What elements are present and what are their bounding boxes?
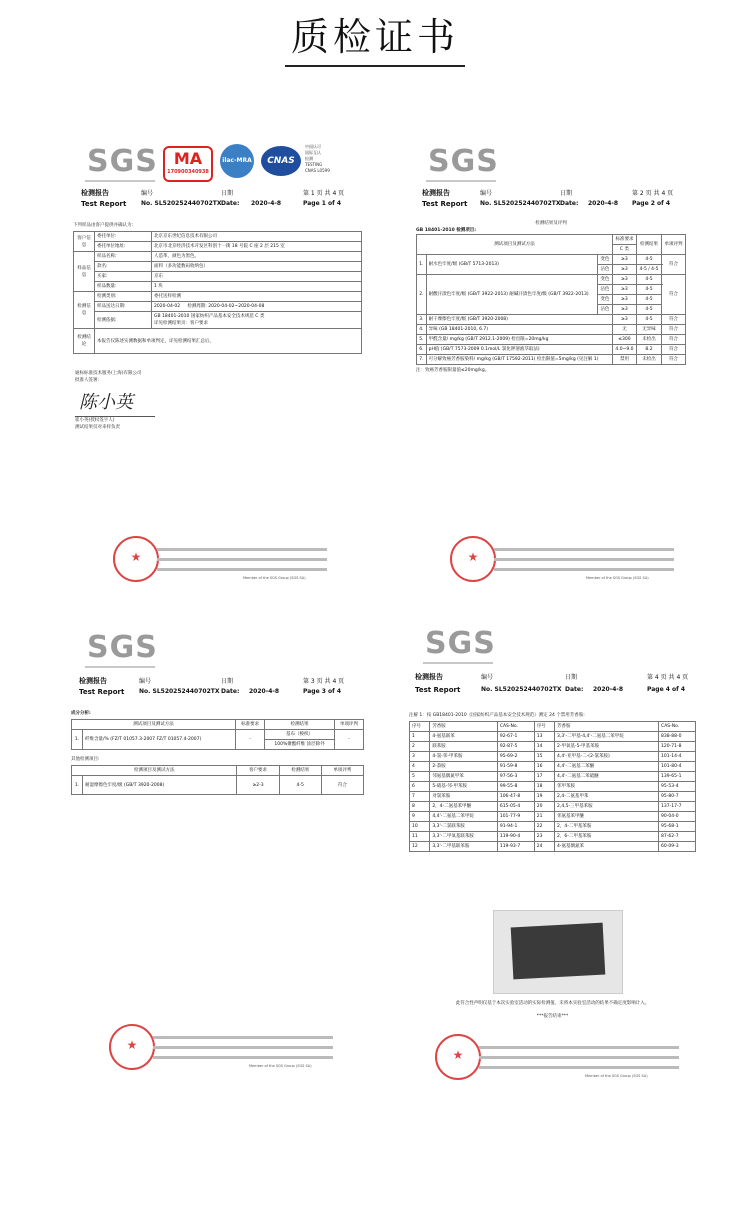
section-test: 检测信息 — [74, 292, 95, 329]
stamp-icon: ★ — [450, 536, 496, 582]
date-cn: 日期 — [560, 190, 573, 197]
fabric-sample — [511, 923, 606, 980]
header-amine: 芳香胺 — [555, 722, 659, 732]
amines-note-title: 注解 1：按 GB18401-2010《国家纺织产品基本安全技术规范》测定 24 个禁用芳香胺: — [409, 713, 585, 718]
row-cas: 95-68-1 — [659, 822, 696, 832]
row-sub: 沾色 — [598, 305, 613, 315]
footer-member: Member of the SGS Group (SGS SA) — [243, 576, 306, 580]
page-number-en: Page 2 of 4 — [632, 200, 670, 207]
period-label: 检测周期: — [187, 304, 207, 309]
stamp-icon: ★ — [109, 1024, 155, 1070]
row-amine: 4,4'-二氨基二苯硫醚 — [555, 772, 659, 782]
page-number-en: Page 4 of 4 — [647, 686, 685, 693]
report-title-cn: 检测报告 — [79, 677, 107, 685]
client-label: 委托单位: — [95, 232, 152, 242]
date-value: 2020-4-8 — [249, 688, 280, 695]
row-no: 15 — [534, 752, 554, 762]
stamp-icon: ★ — [113, 536, 159, 582]
report-no-cn: 编号 — [480, 190, 493, 197]
row-sub: 沾色 — [598, 285, 613, 295]
title-container — [0, 6, 750, 67]
row-res-head: 基布（梭织） — [265, 730, 335, 740]
row-amine: 对氯苯胺 — [430, 792, 498, 802]
row-no: 2. — [417, 275, 427, 315]
date-value: 2020-4-8 — [593, 686, 624, 693]
header-result: 检测结果 — [265, 720, 335, 730]
header-item: 检测项目及测试方法 — [72, 766, 237, 776]
report-page-1 — [65, 140, 370, 600]
company-name: 通标标准技术服务(上海)有限公司 — [75, 371, 142, 376]
row-res: 100%聚酯纤维 涂层除外 — [265, 740, 335, 750]
qty-label: 样品数量: — [95, 282, 152, 292]
row-amine: 邻氨基苯甲醚 — [555, 812, 659, 822]
row-amine: 3,3'-二甲氧基联苯胺 — [430, 832, 498, 842]
date-en: Date: — [221, 688, 240, 695]
row-cas: 120-71-8 — [659, 742, 696, 752]
report-title-cn: 检测报告 — [422, 189, 450, 197]
test-type-value: 委托送样检测 — [152, 292, 362, 302]
ilac-logo: ilac-MRA — [220, 144, 254, 178]
row-no: 4. — [417, 325, 427, 335]
row-no: 21 — [534, 812, 554, 822]
approver-label: 批准人签署: — [75, 378, 100, 383]
row-no: 8 — [410, 802, 430, 812]
row-cas: 101-80-4 — [659, 762, 696, 772]
header-cas: CAS-No. — [659, 722, 696, 732]
row-res: 8.2 — [636, 345, 661, 355]
page-number-cn: 第 2 页 共 4 页 — [632, 190, 674, 197]
row-req: 无 — [612, 325, 636, 335]
footer — [109, 1024, 359, 1070]
row-amine: 联苯胺 — [430, 742, 498, 752]
amine-row — [410, 842, 696, 852]
sgs-underline — [85, 180, 155, 182]
row-no: 24 — [534, 842, 554, 852]
row-no: 5 — [410, 772, 430, 782]
row-no: 6 — [410, 782, 430, 792]
row-no: 1. — [417, 255, 427, 275]
row-sub: 变色 — [598, 255, 613, 265]
results-note: 注：致癌芳香胺限量值≤20mg/kg。 — [416, 368, 490, 373]
basis-value: GB 18401-2010 国家纺织产品基本安全技术规范 C 类 — [154, 314, 265, 319]
amine-row — [410, 742, 696, 752]
report-title-cn: 检测报告 — [81, 189, 109, 197]
sgs-logo: SGS — [425, 626, 496, 661]
date-cn: 日期 — [221, 678, 234, 685]
row-req: ≥3 — [612, 265, 636, 275]
row-item: 耐水色牢度/级 (GB/T 5713-2013) — [426, 255, 598, 275]
row-sub: 变色 — [598, 275, 613, 285]
report-title-en: Test Report — [415, 686, 461, 694]
row-cas: 101-14-4 — [659, 752, 696, 762]
signer-role: 测试结果仅对来样负责 — [75, 425, 120, 430]
row-amine: 4,4'-亚甲基-二-(2-氯苯胺) — [555, 752, 659, 762]
row-cas: 139-65-1 — [659, 772, 696, 782]
report-page-2 — [410, 140, 692, 600]
row-amine: 3,3'-二甲基联苯胺 — [430, 842, 498, 852]
row-amine: 邻甲苯胺 — [555, 782, 659, 792]
sgs-underline — [426, 180, 496, 182]
footer-line-2 — [479, 1056, 679, 1059]
row-no: 23 — [534, 832, 554, 842]
sgs-logo: SGS — [87, 630, 158, 665]
sample-name-label: 样品名称: — [95, 252, 152, 262]
report-no-cn: 编号 — [139, 678, 152, 685]
row-no: 4 — [410, 762, 430, 772]
date-cn: 日期 — [221, 190, 234, 197]
sgs-underline — [423, 662, 493, 664]
cnas-logo: CNAS — [261, 146, 301, 176]
footer-member: Member of the SGS Group (SGS SA) — [586, 576, 649, 580]
footer-line — [479, 1046, 679, 1049]
ma-logo: MA 170900340938 — [163, 146, 213, 182]
footer-line-3 — [494, 568, 674, 571]
amine-row — [410, 832, 696, 842]
intro-text: 下列样品由客户提供并确认为: — [73, 223, 134, 228]
row-amine: 2,4,5-三甲基苯胺 — [555, 802, 659, 812]
row-cas: 60-09-3 — [659, 842, 696, 852]
row-cas: 97-56-3 — [497, 772, 534, 782]
row-req: ≥2-3 — [237, 776, 279, 795]
header-no: 序号 — [410, 722, 430, 732]
row-no: 10 — [410, 822, 430, 832]
row-amine: 3,3'-二氯联苯胺 — [430, 822, 498, 832]
footer-line-3 — [479, 1066, 679, 1069]
report-no-cn: 编号 — [481, 674, 494, 681]
row-req: ≥3 — [612, 305, 636, 315]
row-no: 2 — [410, 742, 430, 752]
row-no: 7 — [410, 792, 430, 802]
date-en: Date: — [565, 686, 584, 693]
row-cas: 95-69-2 — [497, 752, 534, 762]
row-judge: 符合 — [662, 335, 686, 345]
header-no: 序号 — [534, 722, 554, 732]
sample-name-value: 人造革，颜色为黑色。 — [152, 252, 362, 262]
header-item: 测试项目及测试方法 — [72, 720, 236, 730]
sample-desc-value: 面料（多功能数码收纳包） — [152, 262, 362, 272]
row-no: 18 — [534, 782, 554, 792]
sample-desc-label: 款名: — [95, 262, 152, 272]
date-value: 2020-4-8 — [251, 200, 282, 207]
row-cas: 615-05-4 — [497, 802, 534, 812]
amine-row — [410, 812, 696, 822]
row-res: 未检出 — [636, 355, 661, 365]
basis-value-2: 详见检测结果页：客户要求 — [154, 321, 208, 326]
row-judge: 符合 — [662, 345, 686, 355]
row-amine: 2，4-二氨基苯甲醚 — [430, 802, 498, 812]
test-type-label: 检测类别: — [95, 292, 152, 302]
buyer-value: 京东 — [152, 272, 362, 282]
header-judge: 单项评判 — [662, 235, 686, 255]
report-title-en: Test Report — [81, 200, 127, 208]
report-no-en: No. SL520252440702TX — [480, 200, 561, 207]
row-cas: 91-94-1 — [497, 822, 534, 832]
sgs-logo: SGS — [428, 144, 499, 179]
row-res: 4-5 — [636, 305, 661, 315]
footer-line — [157, 548, 327, 551]
row-no: 14 — [534, 742, 554, 752]
footer-line — [494, 548, 674, 551]
row-req: ≥3 — [612, 275, 636, 285]
row-item: 异味 (GB 18401-2010, 6.7) — [426, 325, 612, 335]
row-amine: 4-氨基偶氮苯 — [555, 842, 659, 852]
row-judge: 符合 — [321, 776, 363, 795]
report-no-cn: 编号 — [141, 190, 154, 197]
footer — [435, 1034, 695, 1080]
row-res: 4-5 — [636, 255, 661, 265]
amine-row — [410, 752, 696, 762]
row-no: 3. — [417, 315, 427, 325]
amine-row — [410, 792, 696, 802]
row-req: ≥3 — [612, 295, 636, 305]
basis-cell — [152, 312, 362, 329]
row-no: 6. — [417, 345, 427, 355]
row-no: 1 — [410, 732, 430, 742]
page-number-en: Page 3 of 4 — [303, 688, 341, 695]
period-value: 2020-04-02~2020-04-08 — [208, 304, 265, 309]
report-no-en: No. SL520252440702TX — [481, 686, 562, 693]
page-number-en: Page 1 of 4 — [303, 200, 341, 207]
row-no: 5. — [417, 335, 427, 345]
row-cas: 95-53-4 — [659, 782, 696, 792]
row-res: 4-5 — [636, 275, 661, 285]
row-req: ≥3 — [612, 285, 636, 295]
report-end: ***报告结束*** — [536, 1014, 569, 1019]
row-amine: 2,4-二氨基甲苯 — [555, 792, 659, 802]
row-cas: 95-80-7 — [659, 792, 696, 802]
report-title-en: Test Report — [79, 688, 125, 696]
row-res: 4-5 — [636, 315, 661, 325]
row-no: 16 — [534, 762, 554, 772]
recv-label: 样品送达日期: — [95, 302, 152, 312]
row-no: 22 — [534, 822, 554, 832]
row-no: 12 — [410, 842, 430, 852]
results-table — [416, 234, 686, 365]
client-addr-label: 委托单位地址: — [95, 242, 152, 252]
amines-table — [409, 721, 696, 852]
stamp-icon: ★ — [435, 1034, 481, 1080]
date-en: Date: — [560, 200, 579, 207]
qty-value: 1 块 — [152, 282, 362, 292]
header-amine: 芳香胺 — [430, 722, 498, 732]
row-sub: 沾色 — [598, 265, 613, 275]
row-req: 4.0~9.0 — [612, 345, 636, 355]
client-value: 北京京东世纪信息技术有限公司 — [152, 232, 362, 242]
row-amine: 4,4'-二氨基二苯甲烷 — [430, 812, 498, 822]
row-cas: 92-67-1 — [497, 732, 534, 742]
section-client: 客户信息 — [74, 232, 95, 252]
section-composition: 成分分析: — [71, 711, 91, 716]
report-page-4 — [405, 620, 700, 1085]
header-requirement: 标准要求 — [612, 235, 636, 245]
section-sample: 样品信息 — [74, 252, 95, 292]
report-page-3 — [65, 628, 370, 1078]
row-cas: 101-77-9 — [497, 812, 534, 822]
amine-row — [410, 782, 696, 792]
row-item: 甲醛含量/ mg/kg (GB/T 2912.1-2009) 检出限=20mg/kg — [426, 335, 612, 345]
header-cas: CAS-No. — [497, 722, 534, 732]
row-judge: 符合 — [662, 255, 686, 275]
row-req: - — [236, 730, 265, 750]
row-amine: 5-硝基-邻-甲苯胺 — [430, 782, 498, 792]
row-amine: 2-萘胺 — [430, 762, 498, 772]
sample-photo — [493, 910, 623, 994]
row-req: ≤300 — [612, 335, 636, 345]
row-amine: 4-氨基联苯 — [430, 732, 498, 742]
date-cn: 日期 — [565, 674, 578, 681]
row-no: 9 — [410, 812, 430, 822]
row-res: 未检出 — [636, 335, 661, 345]
row-amine: 4,4'-二氨基二苯醚 — [555, 762, 659, 772]
info-table — [73, 231, 362, 354]
row-item: 耐干摩擦色牢度/级 (GB/T 3920-2008) — [426, 315, 612, 325]
row-no: 19 — [534, 792, 554, 802]
row-res: 4-5 — [636, 285, 661, 295]
amine-row — [410, 822, 696, 832]
header-item: 测试项目及测试方法 — [417, 235, 613, 255]
row-no: 11 — [410, 832, 430, 842]
row-judge: 符合 — [662, 275, 686, 315]
sgs-underline — [85, 666, 155, 668]
standard-title: GB 18401-2010 检测项目: — [416, 228, 477, 233]
composition-table — [71, 719, 364, 750]
amine-row — [410, 802, 696, 812]
amine-row — [410, 772, 696, 782]
section-conclusion: 检测结论 — [74, 329, 95, 354]
row-item: 耐酸汗渍色牢度/级 (GB/T 3922-2013) 耐碱汗渍色牢度/级 (GB/T 3922-2013) — [426, 275, 598, 315]
other-table — [71, 765, 364, 795]
row-judge: 符合 — [662, 355, 686, 365]
results-table-title: 检测结果及评判 — [535, 221, 567, 226]
row-cas: 90-04-0 — [659, 812, 696, 822]
row-cas: 92-87-5 — [497, 742, 534, 752]
conclusion-value: 本报告仅陈述实测数据和单项判定，详见检测结果汇总后。 — [95, 329, 362, 354]
row-amine: 4-氯-邻-甲苯胺 — [430, 752, 498, 762]
row-sub: 变色 — [598, 295, 613, 305]
row-no: 1. — [72, 730, 83, 750]
footer-line-3 — [153, 1056, 333, 1059]
footer-line — [153, 1036, 333, 1039]
cnas-text: 中国认可 国际互认 检测 TESTING CNAS L0599 — [305, 144, 330, 173]
row-judge: - — [334, 730, 363, 750]
row-amine: 3,3'-二甲基-4,4'-二氨基二苯甲烷 — [555, 732, 659, 742]
amine-row — [410, 762, 696, 772]
row-amine: 2，6-二甲基苯胺 — [555, 832, 659, 842]
footer-line-3 — [157, 568, 327, 571]
row-no: 3 — [410, 752, 430, 762]
header-requirement: 客户要求 — [237, 766, 279, 776]
row-no: 1. — [72, 776, 83, 795]
row-cas: 106-47-8 — [497, 792, 534, 802]
footer — [113, 536, 353, 582]
row-req: ≥3 — [612, 315, 636, 325]
header-judge: 单项评判 — [334, 720, 363, 730]
sgs-logo: SGS — [87, 144, 158, 179]
row-item: 纤维含量/% (FZ/T 01057.3-2007 FZ/T 01057.4-2007) — [83, 730, 236, 750]
header-class: C 类 — [612, 245, 636, 255]
row-amine: 邻氨基偶氮甲苯 — [430, 772, 498, 782]
amine-row — [410, 732, 696, 742]
footer-member: Member of the SGS Group (SGS SA) — [249, 1064, 312, 1068]
header-result: 检测结果 — [279, 766, 321, 776]
row-res: 4-5 — [636, 295, 661, 305]
row-amine: 2-甲氧基-5-甲基苯胺 — [555, 742, 659, 752]
row-item: 可分解致癌芳香胺染料/ mg/kg (GB/T 17592-2011) 检出限值=5mg/kg (见注解 1) — [426, 355, 612, 365]
recv-period-cell — [152, 302, 362, 312]
basis-label: 检测依据: — [95, 312, 152, 329]
signer-name: 崔小英(授权签字人) — [75, 418, 115, 423]
row-judge: 符合 — [662, 325, 686, 335]
row-cas: 91-59-8 — [497, 762, 534, 772]
signature: 陈小英 — [79, 392, 133, 413]
row-res: 4-5 / 4-5 — [636, 265, 661, 275]
row-judge: 符合 — [662, 315, 686, 325]
page-number-cn: 第 3 页 共 4 页 — [303, 678, 345, 685]
report-title-cn: 检测报告 — [415, 673, 443, 681]
row-item: pH值 (GB/T 7573-2009 0.1mol/L 氯化钾溶液萃取法) — [426, 345, 612, 355]
row-res: 无异味 — [636, 325, 661, 335]
row-req: ≥3 — [612, 255, 636, 265]
recv-value: 2020-04-02 — [154, 304, 181, 309]
report-no-en: No. SL520252440702TX — [141, 200, 222, 207]
footer-line-2 — [153, 1046, 333, 1049]
page-number-cn: 第 1 页 共 4 页 — [303, 190, 345, 197]
footer-line-2 — [157, 558, 327, 561]
header-result: 检测结果 — [636, 235, 661, 255]
report-title-en: Test Report — [422, 200, 468, 208]
date-en: Date: — [221, 200, 240, 207]
row-cas: 119-93-7 — [497, 842, 534, 852]
footer-member: Member of the SGS Group (SGS SA) — [585, 1074, 648, 1078]
row-res: 4-5 — [279, 776, 321, 795]
section-other: 其他检测项目: — [71, 757, 100, 762]
header-requirement: 标准要求 — [236, 720, 265, 730]
row-no: 7. — [417, 355, 427, 365]
row-cas: 137-17-7 — [659, 802, 696, 812]
page-number-cn: 第 4 页 共 4 页 — [647, 674, 689, 681]
header-judge: 单项评判 — [321, 766, 363, 776]
footer-line-2 — [494, 558, 674, 561]
row-cas: 87-62-7 — [659, 832, 696, 842]
buyer-label: 买家: — [95, 272, 152, 282]
page-title: 质检证书 — [285, 6, 465, 67]
client-addr-value: 北京市北京经济技术开发区科创十一街 18 号院 C 座 2 层 215 室 — [152, 242, 362, 252]
conformity-statement: 此符合性声明仅基于本次实验室活动的实际检测值，未将本实验室活动的结果不确定度影响计入。 — [455, 1001, 650, 1006]
row-cas: 99-55-8 — [497, 782, 534, 792]
row-cas: 119-90-4 — [497, 832, 534, 842]
row-no: 13 — [534, 732, 554, 742]
report-no-en: No. SL520252440702TX — [139, 688, 220, 695]
row-req: 禁用 — [612, 355, 636, 365]
row-no: 20 — [534, 802, 554, 812]
row-amine: 2，4-二甲基苯胺 — [555, 822, 659, 832]
date-value: 2020-4-8 — [588, 200, 619, 207]
row-item: 耐湿摩擦色牢度/级 (GB/T 3920-2008) — [83, 776, 237, 795]
row-no: 17 — [534, 772, 554, 782]
footer — [450, 536, 690, 582]
row-cas: 838-88-0 — [659, 732, 696, 742]
